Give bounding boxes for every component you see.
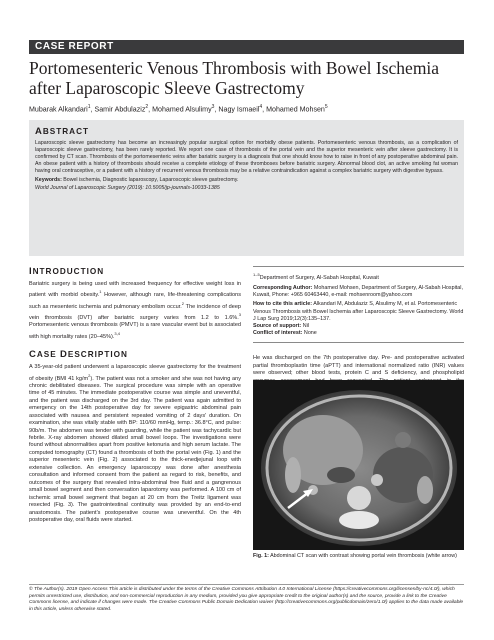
continued-text: He was discharged on the 7th postoperative day. Pre- and postoperative activated partial thromboplastin time (aPTT) and international normalized ratio (INR) values were observed; other blood tests, protein C and S deficiency, and phospholipid [253, 355, 464, 377]
case-description-text: A 35-year-old patient underwent a laparoscopic sleeve gastrectomy for the treatment of obesity (BMI 41 $kg/m^2$). The patient was not a smoker and she was not having any chronic debilitated diseases. The surgical procedure was simple with an operative time of 45 minutes. The immediate postoperative course was simple and uneventful, and the patient was discharged on the 3rd day. The patient was again admitted to emergency on the 14th postoperative day for severe epigastric abdominal pain associated with nausea and persistent repeated vomiting of 2 days' duration. On examination, she was vitally stable with BP: 110/60 mmHg, temp.: 36.8°C, and pulse: 90b/m. The abdomen was tender with guarding, while the patient was tachycardic but febrile. X-ray abdomen showed dilated small bowel loops. The investigations were found without abnormalities apart from positive ketonuria and high serum lactate. The computed tomography (CT) found a thrombosis of both the portal vein (Fig. 1) and the superior mesenteric vein (Fig. 2) associated to the thick-enedjejunal loop with extensive collection. An emergency laparoscopy was done after anesthesia consultation and informed consent from the patient as regard to risk, benefits, and outcomes of the surgery that revealed intra-abdominal free fluid and a gangrenous small bowel segment and then conversation laparotomy was performed. A 100 cm of ischemic small bowel segment that began at 20 cm from the Treitz ligament was resected (Fig. 3). The gastrointestinal continuity was provided by an end-to-end anastomosis. The patient's postoperative course was uneventful. On the 4th postoperative day, oral fluids were started. [29, 364, 242, 523]
abstract-keywords: Keywords: Bowel ischemia, Diagnostic laparoscopy, Laparoscopic sleeve gastrectomy. [35, 177, 239, 184]
corresponding-author: Corresponding Author: Mohamed Mohsen, Department of Surgery, Al-Sabah Hospital, Kuwait, Phone: +965 60463440, e-mail: mohsenroom@yahoo.com [253, 285, 464, 299]
abstract-box [29, 120, 464, 256]
author-name: Mubarak Alkandari [29, 105, 88, 114]
abstract-text: Laparoscopic sleeve gastrectomy has become an increasingly popular surgical option for morbidly obese patients. Portomesenteric venous thrombosis, as a complication of laparoscopic sleeve gastrectomy, has been rarely reported. We report one case of thrombosis of the portal vein and the superior mesenteric vein after sleeve gastrectomy. It is confirmed by CT scan. Thrombosis of the portomesenteric veins after bariatric surgery is a diagnosis that one should know how to raise in front of any postoperative abdominal pain. An obese patient with a history of thrombosis should receive a complete etiology of these thromboses before bariatric surgery. Abnormal blood clot, an active smoking fat woman having oral contraceptive, or a patient with a history of recurrent venous thrombosis may be a relative contraindication against a complex bariatric surgery with digestive bypass. [35, 140, 458, 175]
affiliation: $^{1-5}$Department of Surgery, Al-Sabah Hospital, Kuwait [253, 272, 379, 281]
left-column [29, 266, 241, 524]
how-to-cite: How to cite this article: Alkandari M, Abdulaziz S, Alsulimy M, et al. Portomesenteric Venous Thrombosis with Bowel Ischemia after Laparoscopic Sleeve Gastrectomy. World J Lap Surg 2019;12(3):135–137. [253, 301, 464, 322]
author-list: Mubarak Alkandari$^1$, Samir Abdulaziz$^2$, Mohamed Alsulimy$^3$, Nagy Ismaeil$^4$, Mohamed Mohsen$^5$ [29, 104, 328, 114]
author-name: Mohamed Alsulimy [152, 105, 212, 114]
ct-scan-figure [253, 380, 464, 550]
figure-caption: Fig. 1: Abdominal CT scan with contrast showing portal vein thrombosis (white arrow) [253, 553, 457, 559]
author-affiliation-marker: 2 [145, 104, 149, 110]
article-title: Portomesenteric Venous Thrombosis with Bowel Ischemia after Laparoscopic Sleeve Gastrectomy [29, 58, 440, 98]
introduction-text: Bariatric surgery is being used with increased frequency for effective weight loss in patient with morbid obesity.$^1$ However, although rare, life-threatening complications such as mesenteric ischemia and pulmonary embolism occur.$^2$ The incidence of deep vein thrombosis (DVT) after bariatric surgery varies from 1.2 to 1.6%.$^3$ Portomesenteric venous thrombosis (PMVT) is a rare vascular event but is associated with high mortality rates (20–45%).$^{3,4}$ [29, 281, 241, 340]
conflict-of-interest: Conflict of interest: None [253, 330, 317, 337]
author-affiliation-marker: 1 [87, 104, 91, 110]
author-affiliation-marker: 4 [259, 104, 263, 110]
section-label: CASE REPORT [35, 41, 114, 52]
license-footer: © The Author(s). 2019 Open Access This article is distributed under the terms of the Creative Commons Attribution 4.0 International License (https://creativecommons.org/licenses/by-nc/4.0/), which permits unrestricted use, distribution, and non-commercial reproduction in any medium, provided you give appropriate credit to the original author(s) and the source, provide a link to the Creative Commons license, and indicate if changes were made. The Creative Commons Public Domain Dedication waiver (http://creativecommons.org/publicdomain/zero/1.0/) applies to the data made available in this article, unless otherwise stated. [29, 587, 464, 613]
author-name: Nagy Ismaeil [218, 105, 260, 114]
abstract-citation: World Journal of Laparoscopic Surgery (2019): 10.5005/jp-journals-10033-1385 [35, 184, 220, 191]
article-info-box [253, 266, 464, 343]
author-affiliation-marker: 5 [324, 104, 328, 110]
abstract-heading: ABSTRACT [35, 126, 89, 137]
footer-divider [29, 584, 464, 585]
ct-scan-image [253, 380, 464, 550]
right-column [253, 266, 464, 393]
case-description-heading: CASE DESCRIPTION [29, 349, 128, 361]
author-name: Mohamed Mohsen [266, 105, 325, 114]
source-of-support: Source of support: Nil [253, 323, 310, 330]
author-affiliation-marker: 3 [211, 104, 215, 110]
author-name: Samir Abdulaziz [94, 105, 146, 114]
section-banner [29, 40, 464, 54]
introduction-heading: INTRODUCTION [29, 266, 105, 277]
